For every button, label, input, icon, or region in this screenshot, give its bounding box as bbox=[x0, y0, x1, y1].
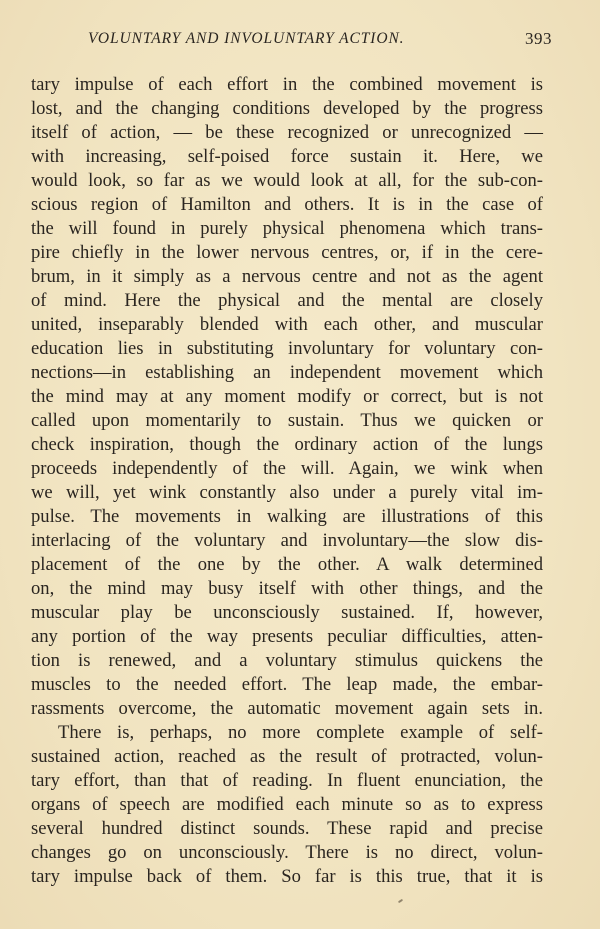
text-line: nections—in establishing an independent movement which bbox=[31, 362, 543, 383]
text-line: pulse. The movements in walking are illustrations of this bbox=[31, 506, 543, 527]
text-line: tary effort, than that of reading. In fluent enunciation, the bbox=[31, 770, 543, 791]
body-text bbox=[31, 73, 543, 889]
text-line: There is, perhaps, no more complete example of self- bbox=[58, 722, 543, 743]
text-line: placement of the one by the other. A walk determined bbox=[31, 554, 543, 575]
text-line: muscular play be unconsciously sustained. If, however, bbox=[31, 602, 543, 623]
text-line: on, the mind may busy itself with other things, and the bbox=[31, 578, 543, 599]
text-line: tion is renewed, and a voluntary stimulus quickens the bbox=[31, 650, 543, 671]
text-line: we will, yet wink constantly also under a purely vital im- bbox=[31, 482, 543, 503]
text-line: organs of speech are modified each minute so as to express bbox=[31, 794, 543, 815]
text-line: with increasing, self-poised force sustain it. Here, we bbox=[31, 146, 543, 167]
text-line: would look, so far as we would look at all, for the sub-con- bbox=[31, 170, 543, 191]
text-line: the mind may at any moment modify or correct, but is not bbox=[31, 386, 543, 407]
paragraph-1 bbox=[31, 73, 543, 721]
text-line: changes go on unconsciously. There is no direct, volun- bbox=[31, 842, 543, 863]
text-line: proceeds independently of the will. Again, we wink when bbox=[31, 458, 543, 479]
text-line: itself of action, — be these recognized or unrecognized — bbox=[31, 122, 543, 143]
text-line: tary impulse of each effort in the combined movement is bbox=[31, 74, 543, 95]
running-head bbox=[88, 29, 552, 54]
text-line: muscles to the needed effort. The leap made, the embar- bbox=[31, 674, 543, 695]
text-line: any portion of the way presents peculiar difficulties, atten- bbox=[31, 626, 543, 647]
text-line: several hundred distinct sounds. These rapid and precise bbox=[31, 818, 543, 839]
running-title: VOLUNTARY AND INVOLUNTARY ACTION. bbox=[88, 30, 405, 47]
text-line: called upon momentarily to sustain. Thus we quicken or bbox=[31, 410, 543, 431]
text-line: scious region of Hamilton and others. It is in the case of bbox=[31, 194, 543, 215]
page-number: 393 bbox=[525, 29, 552, 48]
text-line: pire chiefly in the lower nervous centres, or, if in the cere- bbox=[31, 242, 543, 263]
paper-speck bbox=[398, 899, 403, 904]
paragraph-2 bbox=[31, 721, 543, 889]
text-line: education lies in substituting involuntary for voluntary con- bbox=[31, 338, 543, 359]
text-line: brum, in it simply as a nervous centre and not as the agent bbox=[31, 266, 543, 287]
text-line: of mind. Here the physical and the mental are closely bbox=[31, 290, 543, 311]
text-line: interlacing of the voluntary and involuntary—the slow dis- bbox=[31, 530, 543, 551]
text-line: rassments overcome, the automatic movement again sets in. bbox=[31, 698, 543, 719]
text-line: tary impulse back of them. So far is this true, that it is bbox=[31, 866, 543, 887]
text-line: lost, and the changing conditions developed by the progress bbox=[31, 98, 543, 119]
text-line: the will found in purely physical phenomena which trans- bbox=[31, 218, 543, 239]
text-line: united, inseparably blended with each other, and muscular bbox=[31, 314, 543, 335]
text-line: sustained action, reached as the result of protracted, volun- bbox=[31, 746, 543, 767]
text-line: check inspiration, though the ordinary action of the lungs bbox=[31, 434, 543, 455]
